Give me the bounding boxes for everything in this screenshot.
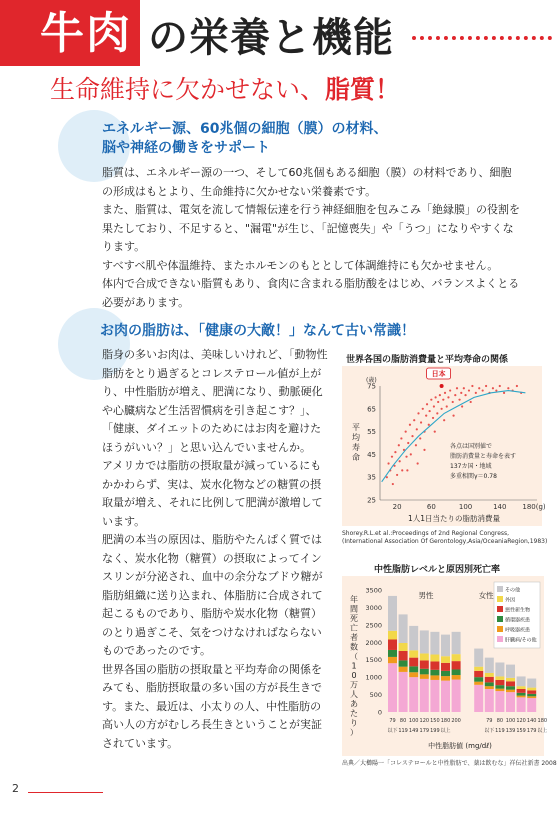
chart2-y-label-char: 数: [350, 642, 358, 652]
chart1-point: [410, 453, 412, 455]
chart1-point: [444, 392, 446, 394]
chart1-point: [437, 401, 439, 403]
section1-paragraph: 体内で合成できない脂質もあり、食肉に含まれる脂肪酸をはじめ、バランスよくとる必要があります。: [102, 277, 520, 309]
chart2-y-label-char: 亡: [350, 623, 358, 633]
chart2-bar-segment: [474, 682, 483, 685]
chart2-legend-swatch: [497, 606, 503, 612]
section2-paragraph: 脂身の多いお肉は、美味しいけれど、「動物性脂肪をとり過ぎるとコレステロール値が上がり、中性脂肪が増え、肥満になり、動脈硬化や心臓病など生活習慣病を引き起こす？」、「健康、ダイエットのためにはお肉を避けたほうがいい？」と思い込んでいませんか。: [102, 348, 328, 454]
chart2-bar-segment: [420, 674, 429, 679]
section2-paragraph: 世界各国の脂肪の摂取量と平均寿命の関係をみても、脂肪摂取量の多い国の方が長生きです。また、最近は、小太りの人、中性脂肪の高い人の方がむしろ長生きということが実証されています。: [102, 662, 322, 750]
chart1-point: [492, 387, 494, 389]
chart2-x-tick-bottom: 179: [526, 728, 537, 734]
chart2-bar-segment: [399, 614, 408, 643]
chart2-x-tick-top: 80: [399, 718, 407, 724]
chart2-bar-segment: [388, 657, 397, 663]
chart1-point: [471, 385, 473, 387]
chart2-bar-segment: [388, 596, 397, 631]
chart2-x-tick-top: 79: [389, 718, 396, 724]
chart1-point: [411, 435, 413, 437]
section1-body: [102, 164, 520, 312]
chart2-y-label-char: り: [350, 718, 358, 728]
chart2-bar-segment: [506, 665, 515, 678]
chart2-bar-segment: [452, 632, 461, 654]
chart2-x-tick-bottom: 159: [516, 728, 526, 734]
chart2-legend-label: 悪性新生物: [505, 607, 531, 614]
page-subtitle: [50, 70, 400, 106]
chart2-bar-segment: [527, 696, 536, 698]
chart2-bar-segment: [441, 635, 450, 657]
chart1-y-tick-label: 35: [367, 473, 376, 482]
chart1-y-tick-label: 25: [367, 496, 376, 505]
section1-paragraph: 脂質は、エネルギー源の一つ、そして60兆個もある細胞（膜）の材料であり、細胞の形成はもとより、生命維持に欠かせない栄養素です。: [102, 166, 512, 198]
chart1-point: [443, 419, 445, 421]
chart2-bar-segment: [495, 689, 504, 691]
chart2-y-label-char: 万: [350, 680, 358, 690]
chart1-point: [441, 408, 443, 410]
section1-heading-line1: エネルギー源、60兆個の細胞（膜）の材料、: [102, 121, 388, 137]
chart1-point: [433, 405, 435, 407]
chart2-x-tick-top: 150: [430, 718, 440, 724]
chart2-y-label-char: 1: [351, 661, 357, 671]
chart1-point: [430, 399, 432, 401]
chart2-x-tick-bottom: 119: [495, 728, 505, 734]
chart2-x-tick-bottom: 179: [419, 728, 430, 734]
chart2-bar-segment: [399, 667, 408, 672]
chart1-y-tick-label: 45: [367, 450, 376, 459]
section1-heading: [102, 120, 387, 158]
chart2-bar-segment: [527, 698, 536, 712]
chart1-point: [391, 456, 393, 458]
chart1-point: [405, 431, 407, 433]
chart2-bar-segment: [420, 653, 429, 660]
chart1-y-label-char: 平: [352, 423, 360, 432]
chart2-bar-segment: [409, 650, 418, 657]
chart2-bar-segment: [399, 643, 408, 651]
chart2-bar-segment: [485, 677, 494, 683]
chart1-point: [516, 385, 518, 387]
chart2-bar-segment: [420, 669, 429, 675]
chart2-legend-swatch: [497, 596, 503, 602]
chart2-bar-segment: [517, 696, 526, 698]
chart2-bar-segment: [420, 679, 429, 712]
chart2-bar-segment: [430, 670, 439, 676]
chart1-point: [432, 417, 434, 419]
chart2-x-tick-bottom: 139: [505, 728, 516, 734]
chart2-legend-label: その他: [505, 587, 521, 594]
subtitle-main: 生命維持に欠かせない、: [50, 75, 326, 104]
chart1-point: [426, 403, 428, 405]
chart2-bar-segment: [506, 690, 515, 692]
chart2-bar-segment: [495, 676, 504, 679]
chart1-point: [485, 385, 487, 387]
chart2-group-male: 男性: [418, 591, 434, 600]
chart2-x-tick-bottom: 以上: [440, 728, 451, 734]
chart2-y-label-char: あ: [350, 699, 358, 709]
section1-paragraph: また、脂質は、電気を流して情報伝達を行う神経細胞を包みこみ「絶縁膜」の役割を果たしており、不足すると、"漏電"が生じ、「記憶喪失」や「うつ」になりやすくなります。: [102, 203, 520, 253]
chart1-point: [405, 456, 407, 458]
page-number: 2: [12, 782, 19, 795]
chart1-point: [464, 394, 466, 396]
chart1-point: [436, 412, 438, 414]
chart1-japan-label: 日本: [431, 370, 446, 378]
chart1-y-tick-label: 55: [367, 428, 376, 437]
chart2-y-label-char: 死: [350, 614, 358, 623]
chart2-bar-segment: [485, 682, 494, 686]
subtitle-bold: 脂質！: [325, 75, 401, 104]
chart2-x-tick-bottom: 199: [430, 728, 440, 734]
chart2-bar-segment: [506, 681, 515, 686]
section2-paragraph: 肥満の本当の原因は、脂肪やたんぱく質ではなく、炭水化物（糖質）の摂取によってインスリンが分泌され、血中の余分なブドウ糖が脂肪組織に送り込まれ、体脂肪に合成されて起こるものであり、脂肪や炭水化物（糖質）のとり過ぎこそ、気をつけなければならないものであったのです。: [102, 533, 323, 657]
chart1-point: [435, 396, 437, 398]
chart2-bar-segment: [495, 685, 504, 688]
chart2-bar-segment: [527, 679, 536, 688]
chart1-x-tick-label: 20: [392, 503, 402, 511]
chart1-point: [460, 392, 462, 394]
page-number-rule: [28, 792, 103, 793]
chart2-bar-segment: [430, 654, 439, 661]
chart1-point: [398, 444, 400, 446]
chart2-bar-segment: [452, 675, 461, 680]
chart1-point: [416, 428, 418, 430]
chart1-point: [442, 399, 444, 401]
chart1-point: [401, 469, 403, 471]
chart2-x-tick-bottom: 以下: [387, 728, 398, 734]
chart2-bar-segment: [474, 649, 483, 667]
chart2-bar-segment: [430, 632, 439, 655]
chart1-legend-line: 多重相関γ＝0.78: [450, 473, 497, 480]
chart1-title: 世界各国の脂肪消費量と平均寿命の関係: [346, 355, 509, 365]
chart2-bar-segment: [452, 680, 461, 712]
chart2-bar-segment: [495, 680, 504, 685]
chart1-legend-line: 各点は国別値で: [450, 443, 493, 450]
chart2-bar-segment: [452, 661, 461, 669]
chart2-y-label-char: 年: [350, 595, 358, 604]
chart1-point: [425, 415, 427, 417]
chart2-legend: [494, 582, 540, 648]
chart2-y-label-char: 間: [350, 604, 358, 614]
chart2-bar-segment: [430, 680, 439, 712]
chart1-y-label: [352, 423, 360, 462]
chart2-y-tick-label: 0: [377, 708, 382, 717]
chart2-x-tick-top: 100: [505, 718, 516, 724]
chart2-bar-segment: [452, 654, 461, 661]
chart1-source-line2: (International Association Of Gerontology,Asia/OceaniaRegion,1983): [342, 538, 548, 545]
chart2-legend-label: 循環器疾患: [505, 617, 531, 624]
chart2-legend-label: 肝臓病/その他: [505, 637, 537, 644]
chart2-x-tick-bottom: 149: [408, 728, 419, 734]
chart1-point: [439, 394, 441, 396]
chart2-bar-segment: [388, 663, 397, 712]
chart2-x-tick-top: 180: [440, 718, 451, 724]
chart2-bar-segment: [474, 677, 483, 682]
chart1-point: [499, 385, 501, 387]
chart2-x-tick-top: 79: [486, 718, 493, 724]
chart2-bar-segment: [441, 681, 450, 712]
chart2-bar-segment: [388, 650, 397, 657]
chart2-bar-segment: [409, 666, 418, 672]
chart2-bar-segment: [474, 667, 483, 671]
chart1-point: [449, 389, 451, 391]
chart2-bar-segment: [485, 689, 494, 712]
chart1-point: [482, 389, 484, 391]
chart2-title: 中性脂肪レベルと原因別死亡率: [374, 565, 501, 575]
chart2-bar-segment: [430, 661, 439, 669]
chart2-legend-swatch: [497, 636, 503, 642]
chart2-x-label: 中性脂肪値 (mg/dℓ): [428, 742, 492, 750]
chart1-legend-line: 137カ国・地域: [450, 463, 492, 470]
chart1-source-line1: Shorey.R.L.et al.:Proceedings of 2nd Regional Congress,: [342, 530, 510, 537]
chart2-y-tick-label: 3500: [365, 586, 382, 595]
chart2-bar-segment: [474, 685, 483, 712]
chart1-point: [429, 410, 431, 412]
chart1-point: [394, 451, 396, 453]
chart2-stacked-bar: [342, 576, 548, 756]
chart2-legend-label: 外因: [505, 597, 516, 604]
chart2-bar-segment: [506, 686, 515, 689]
chart2-bar-segment: [399, 651, 408, 660]
chart2-bar-segment: [409, 677, 418, 712]
chart1-point: [422, 408, 424, 410]
chart2-bar-segment: [399, 660, 408, 666]
chart2-bar-segment: [420, 660, 429, 668]
chart1-point: [419, 437, 421, 439]
chart2-legend-swatch: [497, 626, 503, 632]
chart1-point: [406, 469, 408, 471]
chart2-legend-label: 呼吸器疾患: [505, 627, 531, 634]
chart2-y-tick-label: 500: [369, 691, 382, 700]
chart2-group-female: 女性: [478, 591, 494, 600]
chart2-bar-segment: [506, 692, 515, 712]
chart2-bar-segment: [517, 693, 526, 696]
chart2-bar-segment: [485, 658, 494, 673]
chart1-point: [468, 389, 470, 391]
chart2-y-tick-label: 3000: [365, 603, 382, 612]
chart2-bar-segment: [409, 658, 418, 667]
chart2-legend-swatch: [497, 616, 503, 622]
chart1-point: [456, 387, 458, 389]
chart2-bar-segment: [495, 663, 504, 677]
chart1-x-tick-label: 60: [426, 503, 436, 511]
chart2-legend-swatch: [497, 586, 503, 592]
chart2-x-tick-bottom: 119: [398, 728, 408, 734]
chart2-bar-segment: [495, 691, 504, 712]
chart2-y-tick-label: 1500: [365, 656, 382, 665]
chart1-point: [417, 412, 419, 414]
chart1-y-tick-label: 75: [367, 382, 376, 391]
section1-heading-line2: 脳や神経の働きをサポート: [102, 140, 270, 156]
chart1-legend-line: 脂肪消費量と寿命を表す: [450, 453, 517, 460]
chart2-bar-segment: [441, 656, 450, 663]
chart2-bar-segment: [474, 671, 483, 677]
chart1-y-label-char: 命: [352, 453, 360, 462]
chart1-point: [428, 424, 430, 426]
chart1-point: [407, 442, 409, 444]
chart2-y-label-char: 者: [350, 633, 358, 642]
chart1-point: [452, 401, 454, 403]
chart2-x-tick-top: 80: [496, 718, 504, 724]
chart2-bar-segment: [399, 672, 408, 712]
page-title: の栄養と機能: [148, 15, 394, 61]
chart1-point: [413, 419, 415, 421]
chart1-scatter: [342, 366, 546, 526]
chart1-point: [470, 401, 472, 403]
chart2-x-tick-bottom: 以下: [484, 728, 495, 734]
chart1-point: [423, 449, 425, 451]
chart2-y-label-char: 人: [350, 690, 358, 699]
chart1-point: [417, 462, 419, 464]
chart2-bar-segment: [441, 663, 450, 671]
chart2-x-tick-top: 120: [419, 718, 430, 724]
section2-heading: お肉の脂肪は、「健康の大敵！」なんて古い常識！: [100, 323, 415, 339]
chart1-point: [478, 387, 480, 389]
chart2-y-label-char: （: [350, 652, 358, 661]
chart1-y-label-char: 均: [352, 433, 360, 442]
chart1-point: [446, 405, 448, 407]
chart2-bar-segment: [452, 669, 461, 675]
chart1-point: [463, 387, 465, 389]
chart1-point: [461, 405, 463, 407]
chart2-x-tick-top: 100: [408, 718, 419, 724]
chart1-point: [458, 399, 460, 401]
chart1-point: [495, 389, 497, 391]
chart2-bar-segment: [485, 673, 494, 677]
chart2-bar-segment: [420, 630, 429, 653]
section1-paragraph: すべすべ肌や体温維持、またホルモンのもととして体調維持にも欠かせません。: [102, 258, 499, 272]
chart2-bar-segment: [527, 690, 536, 693]
title-dotted-rule: [412, 36, 552, 40]
chart2-y-tick-label: 2000: [365, 638, 382, 647]
chart1-x-tick-label: 100: [458, 503, 473, 511]
chart1-point: [452, 415, 454, 417]
chart1-point: [507, 387, 509, 389]
section2-paragraph: アメリカでは脂肪の摂取量が減っているにもかかわらず、実は、炭水化物などの糖質の摂取量が増え、それに比例して肥満が激増しています。: [102, 459, 323, 528]
chart1-point: [399, 460, 401, 462]
chart2-bar-segment: [506, 678, 515, 681]
chart2-bar-segment: [441, 671, 450, 676]
chart2-x-tick-top: 200: [451, 718, 461, 724]
chart2-y-label-char: 0: [351, 671, 357, 680]
chart2-bar-segment: [517, 689, 526, 693]
chart1-y-unit: (歳): [366, 377, 377, 384]
chart1-point: [420, 421, 422, 423]
chart1-x-label: 1人1日当たりの脂肪消費量: [407, 514, 501, 523]
chart2-bar-segment: [527, 688, 536, 691]
chart1-y-tick-label: 65: [367, 405, 376, 414]
chart2-bar-segment: [517, 697, 526, 712]
chart2-y-tick-label: 1000: [365, 673, 382, 682]
chart2-y-label-char: ）: [350, 728, 358, 737]
section2-body: [102, 346, 330, 753]
page-title-highlight: 牛肉: [40, 8, 132, 59]
chart1-point: [503, 392, 505, 394]
chart2-bar-segment: [485, 686, 494, 689]
chart1-x-tick-label: 180(g): [522, 503, 546, 511]
chart1-point: [475, 392, 477, 394]
chart1-point: [396, 474, 398, 476]
chart1-x-tick-label: 140: [493, 503, 507, 511]
chart2-y-label-char: た: [350, 709, 358, 718]
chart2-bar-segment: [409, 672, 418, 677]
chart2-bar-segment: [441, 676, 450, 681]
chart2-x-tick-top: 120: [516, 718, 526, 724]
chart2-source: 出典／大櫛陽一「コレステロールと中性脂肪で、薬は飲むな」祥伝社新書 2008: [342, 760, 557, 767]
chart1-point: [409, 424, 411, 426]
chart1-point: [392, 483, 394, 485]
chart2-bar-segment: [388, 631, 397, 640]
chart1-point: [434, 431, 436, 433]
chart1-point: [447, 396, 449, 398]
chart2-x-tick-top: 140: [526, 718, 537, 724]
chart2-y-tick-label: 2500: [365, 621, 382, 630]
chart1-y-label-char: 寿: [352, 443, 360, 452]
chart1-point: [400, 437, 402, 439]
chart1-point: [415, 444, 417, 446]
chart2-x-tick-top: 180: [537, 718, 548, 724]
chart1-japan-point: [440, 384, 444, 388]
chart2-x-tick-bottom: 以上: [537, 728, 548, 734]
chart2-bar-segment: [409, 626, 418, 650]
chart2-bar-segment: [527, 694, 536, 696]
chart1-point: [454, 394, 456, 396]
chart2-bar-segment: [517, 676, 526, 686]
chart2-bar-segment: [388, 639, 397, 649]
chart2-bar-segment: [517, 686, 526, 689]
chart1-point: [387, 462, 389, 464]
chart2-bar-segment: [430, 675, 439, 680]
